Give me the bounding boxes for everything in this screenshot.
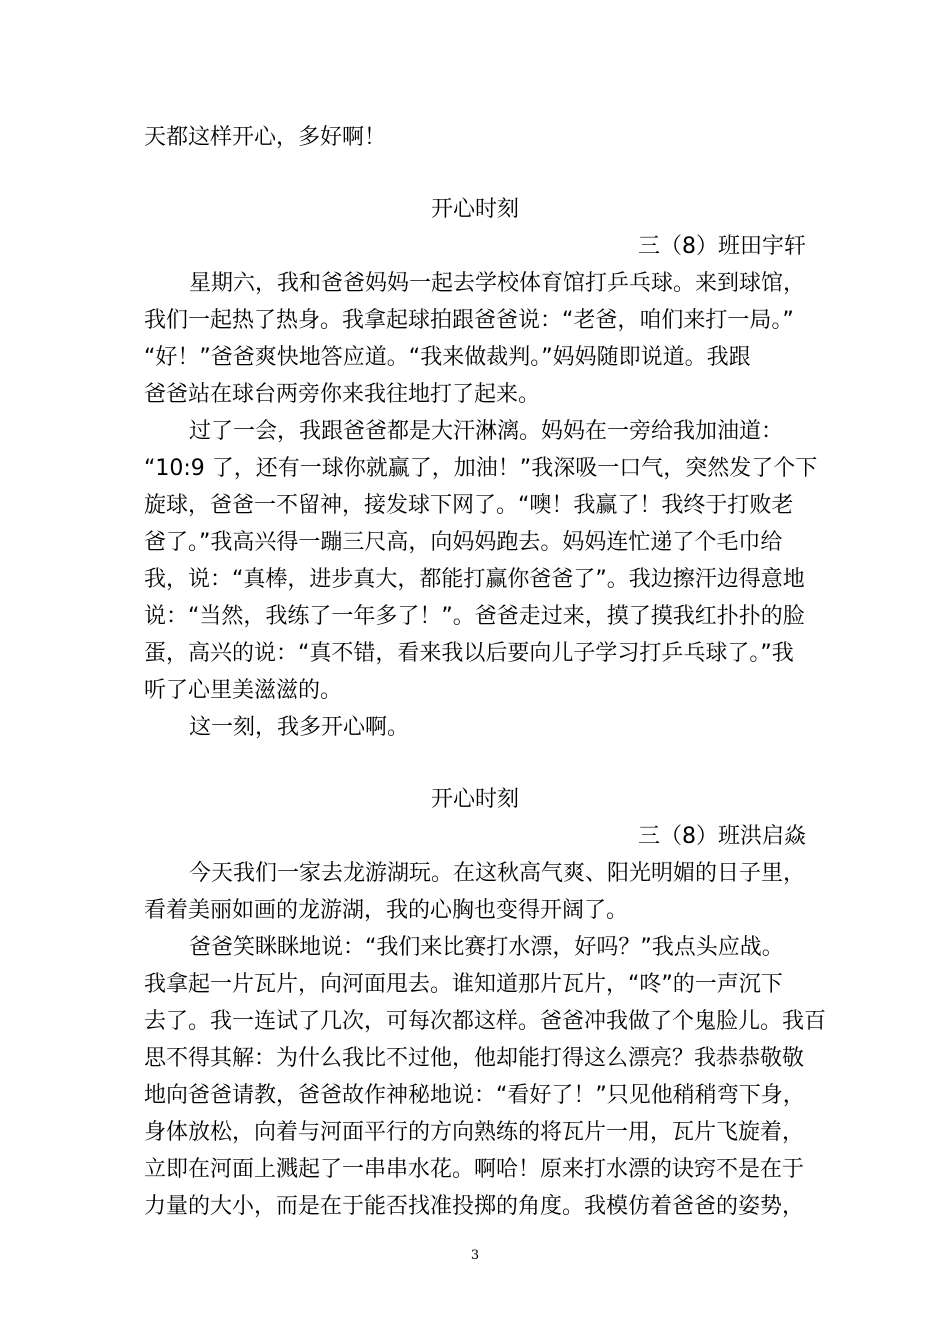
page-number: 3	[470, 1248, 480, 1263]
story1-line: 说：“当然，我练了一年多了！”。爸爸走过来，摸了摸我红扑扑的脸	[144, 604, 805, 629]
story1-line: “好！”爸爸爽快地答应道。“我来做裁判。”妈妈随即说道。我跟	[144, 345, 751, 370]
story2-author: 三（8）班洪启焱	[638, 824, 806, 849]
story2-line: 今天我们一家去龙游湖玩。在这秋高气爽、阳光明媚的日子里，	[189, 861, 806, 886]
story1-line: 过了一会，我跟爸爸都是大汗淋漓。妈妈在一旁给我加油道：	[189, 419, 784, 444]
story1-line: “10:9 了，还有一球你就赢了，加油！”我深吸一口气，突然发了个下	[144, 456, 818, 481]
story1-line: 我，说：“真棒，进步真大，都能打赢你爸爸了”。我边擦汗边得意地	[144, 567, 805, 592]
story1-line: 这一刻，我多开心啊。	[189, 715, 410, 740]
story1-author: 三（8）班田宇轩	[638, 234, 806, 259]
story1-line: 星期六，我和爸爸妈妈一起去学校体育馆打乒乓球。来到球馆，	[189, 271, 806, 296]
story2-line: 身体放松，向着与河面平行的方向熟练的将瓦片一用，瓦片飞旋着，	[144, 1120, 805, 1145]
story1-line: 爸爸站在球台两旁你来我往地打了起来。	[144, 382, 541, 407]
story2-title: 开心时刻	[430, 787, 519, 812]
story2-line: 我拿起一片瓦片，向河面甩去。谁知道那片瓦片，“咚”的一声沉下	[144, 972, 783, 997]
story2-line: 立即在河面上溅起了一串串水花。啊哈！原来打水漂的诀窍不是在于	[144, 1157, 805, 1182]
story1-title: 开心时刻	[430, 197, 519, 222]
story2-line: 去了。我一连试了几次，可每次都这样。爸爸冲我做了个鬼脸儿。我百	[144, 1009, 827, 1034]
continuation-line: 天都这样开心，多好啊！	[144, 125, 387, 150]
story1-line: 蛋，高兴的说：“真不错，看来我以后要向儿子学习打乒乓球了。”我	[144, 641, 794, 666]
story2-line: 看着美丽如画的龙游湖，我的心胸也变得开阔了。	[144, 898, 629, 923]
story2-line: 爸爸笑眯眯地说：“我们来比赛打水漂，好吗？”我点头应战。	[189, 935, 784, 960]
story1-line: 听了心里美滋滋的。	[144, 678, 343, 703]
story2-line: 思不得其解：为什么我比不过他，他却能打得这么漂亮？我恭恭敬敬	[144, 1046, 805, 1071]
story2-line: 力量的大小，而是在于能否找准投掷的角度。我模仿着爸爸的姿势，	[144, 1194, 805, 1219]
story1-line: 旋球，爸爸一不留神，接发球下网了。“噢！我赢了！我终于打败老	[144, 493, 794, 518]
story1-line: 爸了。”我高兴得一蹦三尺高，向妈妈跑去。妈妈连忙递了个毛巾给	[144, 530, 783, 555]
story1-line: 我们一起热了热身。我拿起球拍跟爸爸说：“老爸，咱们来打一局。”	[144, 308, 794, 333]
story2-line: 地向爸爸请教，爸爸故作神秘地说：“看好了！”只见他稍稍弯下身，	[144, 1083, 805, 1108]
